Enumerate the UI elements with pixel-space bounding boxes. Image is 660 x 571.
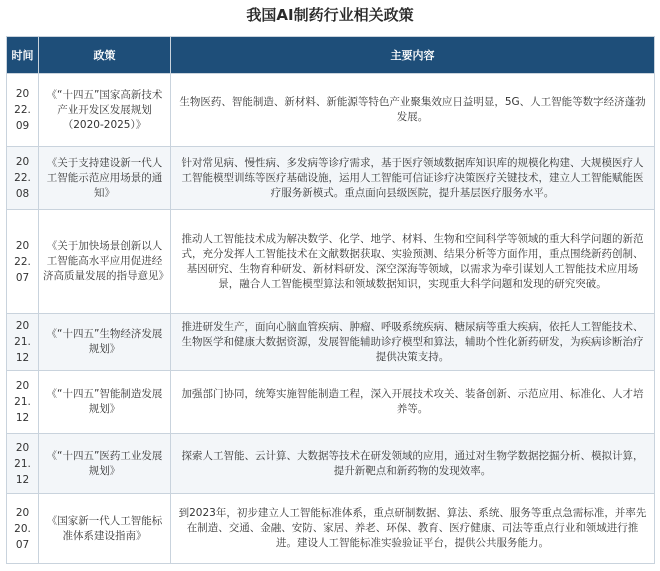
policy-cell: 《“十四五”医药工业发展规划》 <box>39 434 171 494</box>
table-row <box>7 371 655 434</box>
date-line: 22. <box>14 104 31 116</box>
date-line: 12 <box>15 412 30 424</box>
policy-cell: 《关于加快场景创新以人工智能高水平应用促进经济高质量发展的指导意见》 <box>39 210 171 314</box>
content-cell: 加强部门协同，统筹实施智能制造工程，深入开展技术攻关、装备创新、示范应用、标准化、人才培养等。 <box>171 371 655 434</box>
date-line: 20 <box>15 320 30 332</box>
date-cell <box>7 210 39 314</box>
date-line: 20 <box>15 380 30 392</box>
table-header-row <box>7 37 655 74</box>
date-line: 22. <box>14 172 31 184</box>
date-line: 20 <box>15 441 30 454</box>
policy-cell: 《“十四五”生物经济发展规划》 <box>39 314 171 371</box>
date-cell <box>7 147 39 210</box>
table-row <box>7 210 655 314</box>
date-cell <box>7 74 39 147</box>
date-line: 20 <box>15 88 30 100</box>
date-line: 08 <box>15 188 30 200</box>
table-row <box>7 494 655 564</box>
table-row <box>7 74 655 147</box>
page-title: 我国AI制药行业相关政策 <box>246 6 414 24</box>
date-line: 07 <box>15 271 30 284</box>
content-cell: 探索人工智能、云计算、大数据等技术在研发领域的应用，通过对生物学数据挖掘分析、模拟计算，提升新靶点和新药物的发现效率。 <box>171 434 655 494</box>
policy-cell: 《“十四五”国家高新技术产业开发区发展规划（2020-2025）》 <box>39 74 171 147</box>
policy-cell: 《关于支持建设新一代人工智能示范应用场景的通知》 <box>39 147 171 210</box>
policy-cell: 《“十四五”智能制造发展规划》 <box>39 371 171 434</box>
date-line: 20 <box>15 506 30 519</box>
date-line: 20. <box>14 522 31 535</box>
date-line: 12 <box>15 473 30 486</box>
content-cell: 到2023年，初步建立人工智能标准体系，重点研制数据、算法、系统、服务等重点急需标准，并率先在制造、交通、金融、安防、家居、养老、环保、教育、医疗健康、司法等重点行业和领域进行推进。建设人工智能标准实验验证平台，提供公共服务能力。 <box>171 494 655 564</box>
date-line: 20 <box>15 239 30 252</box>
date-line: 07 <box>15 538 30 551</box>
table-row <box>7 434 655 494</box>
date-cell <box>7 371 39 434</box>
content-cell: 推动人工智能技术成为解决数学、化学、地学、材料、生物和空间科学等领域的重大科学问题的新范式，充分发挥人工智能技术在文献数据获取、实验预测、结果分析等方面作用，重点围绕新药创制、基因研究、生物育种研发、新材料研发、深空深海等领域，以需求为牵引谋划人工智能技术应用场景，融合人工智能模型算法和领域数据知识，实现重大科学问题和发现的研究突破。 <box>171 210 655 314</box>
header-content: 主要内容 <box>171 37 655 74</box>
date-cell <box>7 494 39 564</box>
date-line: 21. <box>14 336 31 348</box>
date-line: 20 <box>15 156 30 168</box>
table-row <box>7 314 655 371</box>
date-line: 09 <box>15 120 30 132</box>
content-cell: 生物医药、智能制造、新材料、新能源等特色产业聚集效应日益明显，5G、人工智能等数字经济蓬勃发展。 <box>171 74 655 147</box>
content-cell: 针对常见病、慢性病、多发病等诊疗需求，基于医疗领域数据库知识库的规模化构建、大规模医疗人工智能模型训练等医疗基础设施，运用人工智能可信证诊疗决策医疗关键技术，建立人工智能赋能医疗服务新模式。重点面向县级医院，提升基层医疗服务水平。 <box>171 147 655 210</box>
policy-table <box>6 36 655 564</box>
content-cell: 推进研发生产，面向心脑血管疾病、肿瘤、呼吸系统疾病、糖尿病等重大疾病，依托人工智能技术、生物医学和健康大数据资源，发展智能辅助诊疗模型和算法，辅助个性化新药研发，为疾病诊断治疗提供决策支持。 <box>171 314 655 371</box>
date-cell <box>7 314 39 371</box>
policy-cell: 《国家新一代人工智能标准体系建设指南》 <box>39 494 171 564</box>
date-cell <box>7 434 39 494</box>
header-time: 时间 <box>7 37 39 74</box>
date-line: 21. <box>14 396 31 408</box>
date-line: 21. <box>14 457 31 470</box>
table-row <box>7 147 655 210</box>
date-line: 22. <box>14 255 31 268</box>
header-policy: 政策 <box>39 37 171 74</box>
date-line: 12 <box>15 352 30 364</box>
